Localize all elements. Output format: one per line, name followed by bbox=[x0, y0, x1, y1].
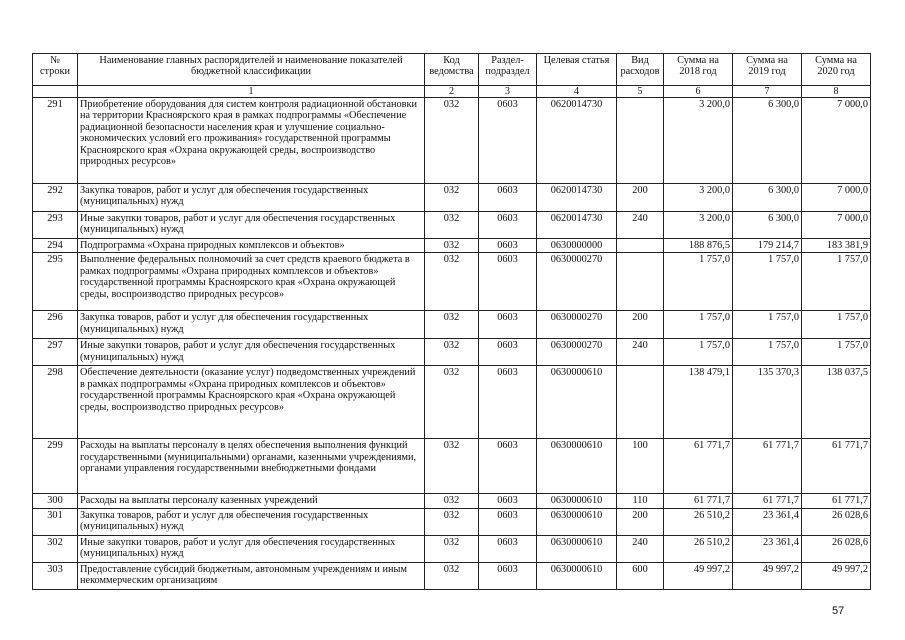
table-row bbox=[33, 439, 871, 494]
column-index-cell bbox=[33, 86, 78, 98]
sum-2018-cell: 3 200,0 bbox=[664, 212, 733, 239]
dept-code-cell: 032 bbox=[425, 439, 479, 494]
sum-2018-cell: 1 757,0 bbox=[664, 253, 733, 311]
column-index-cell: 5 bbox=[617, 86, 664, 98]
table-row bbox=[33, 311, 871, 339]
expense-kind-cell bbox=[617, 98, 664, 184]
sum-2018-cell: 26 510,2 bbox=[664, 535, 733, 562]
dept-code-cell: 032 bbox=[425, 562, 479, 589]
row-number-cell: 298 bbox=[33, 366, 78, 439]
target-article-cell: 0630000610 bbox=[537, 366, 617, 439]
sum-2019-cell: 135 370,3 bbox=[733, 366, 802, 439]
target-article-cell: 0630000610 bbox=[537, 535, 617, 562]
dept-code-cell: 032 bbox=[425, 339, 479, 366]
name-cell: Иные закупки товаров, работ и услуг для обеспечения государственных (муниципальных) нужд bbox=[78, 212, 425, 239]
dept-code-cell: 032 bbox=[425, 98, 479, 184]
column-index-cell: 8 bbox=[802, 86, 871, 98]
name-cell: Закупка товаров, работ и услуг для обеспечения государственных (муниципальных) нужд bbox=[78, 508, 425, 535]
header-dept-code: Код ведомства bbox=[425, 54, 479, 86]
expense-kind-cell: 240 bbox=[617, 339, 664, 366]
target-article-cell: 0630000610 bbox=[537, 562, 617, 589]
budget-table bbox=[32, 53, 871, 590]
section-cell: 0603 bbox=[479, 98, 537, 184]
expense-kind-cell: 110 bbox=[617, 494, 664, 508]
table-row bbox=[33, 239, 871, 253]
sum-2020-cell: 7 000,0 bbox=[802, 212, 871, 239]
section-cell: 0603 bbox=[479, 494, 537, 508]
sum-2020-cell: 49 997,2 bbox=[802, 562, 871, 589]
section-cell: 0603 bbox=[479, 562, 537, 589]
table-row bbox=[33, 562, 871, 589]
target-article-cell: 0630000270 bbox=[537, 339, 617, 366]
sum-2019-cell: 23 361,4 bbox=[733, 535, 802, 562]
section-cell: 0603 bbox=[479, 239, 537, 253]
sum-2020-cell: 138 037,5 bbox=[802, 366, 871, 439]
sum-2020-cell: 61 771,7 bbox=[802, 494, 871, 508]
sum-2020-cell: 1 757,0 bbox=[802, 339, 871, 366]
sum-2019-cell: 49 997,2 bbox=[733, 562, 802, 589]
sum-2020-cell: 7 000,0 bbox=[802, 184, 871, 212]
name-cell: Выполнение федеральных полномочий за счет средств краевого бюджета в рамках подпрограммы «Охрана природных комплексов и объектов» государственной программы Красноярского края «Охрана окружающей среды, воспроизводство природных ресурсов» bbox=[78, 253, 425, 311]
sum-2018-cell: 1 757,0 bbox=[664, 311, 733, 339]
table-row bbox=[33, 535, 871, 562]
target-article-cell: 0630000270 bbox=[537, 311, 617, 339]
sum-2018-cell: 49 997,2 bbox=[664, 562, 733, 589]
sum-2020-cell: 183 381,9 bbox=[802, 239, 871, 253]
sum-2020-cell: 61 771,7 bbox=[802, 439, 871, 494]
section-cell: 0603 bbox=[479, 439, 537, 494]
section-cell: 0603 bbox=[479, 253, 537, 311]
target-article-cell: 0630000270 bbox=[537, 253, 617, 311]
target-article-cell: 0630000610 bbox=[537, 494, 617, 508]
dept-code-cell: 032 bbox=[425, 311, 479, 339]
table-body bbox=[33, 98, 871, 590]
row-number-cell: 302 bbox=[33, 535, 78, 562]
expense-kind-cell: 600 bbox=[617, 562, 664, 589]
name-cell: Расходы на выплаты персоналу в целях обеспечения выполнения функций государственными (муниципальными) органами, казенными учреждениями, органами управления государственными внебюджетными фондами bbox=[78, 439, 425, 494]
table-row bbox=[33, 339, 871, 366]
column-index-row bbox=[33, 86, 871, 98]
header-section: Раздел-подраздел bbox=[479, 54, 537, 86]
section-cell: 0603 bbox=[479, 339, 537, 366]
sum-2019-cell: 61 771,7 bbox=[733, 494, 802, 508]
table-row bbox=[33, 98, 871, 184]
sum-2018-cell: 3 200,0 bbox=[664, 184, 733, 212]
sum-2020-cell: 26 028,6 bbox=[802, 508, 871, 535]
target-article-cell: 0620014730 bbox=[537, 184, 617, 212]
expense-kind-cell: 200 bbox=[617, 311, 664, 339]
row-number-cell: 303 bbox=[33, 562, 78, 589]
target-article-cell: 0630000610 bbox=[537, 439, 617, 494]
sum-2019-cell: 1 757,0 bbox=[733, 339, 802, 366]
header-sum-2020: Сумма на 2020 год bbox=[802, 54, 871, 86]
table-row bbox=[33, 508, 871, 535]
sum-2020-cell: 1 757,0 bbox=[802, 253, 871, 311]
target-article-cell: 0620014730 bbox=[537, 98, 617, 184]
column-index-cell: 4 bbox=[537, 86, 617, 98]
sum-2020-cell: 26 028,6 bbox=[802, 535, 871, 562]
dept-code-cell: 032 bbox=[425, 494, 479, 508]
sum-2019-cell: 1 757,0 bbox=[733, 311, 802, 339]
target-article-cell: 0620014730 bbox=[537, 212, 617, 239]
name-cell: Приобретение оборудования для систем контроля радиационной обстановки на территории Красноярского края в рамках подпрограммы «Обеспечение радиационной безопасности населения края и улучшение социально-экономических условий его проживания» государственной программы Красноярского края «Охрана окружающей среды, воспроизводство природных ресурсов» bbox=[78, 98, 425, 184]
row-number-cell: 291 bbox=[33, 98, 78, 184]
name-cell: Расходы на выплаты персоналу казенных учреждений bbox=[78, 494, 425, 508]
name-cell: Иные закупки товаров, работ и услуг для обеспечения государственных (муниципальных) нужд bbox=[78, 339, 425, 366]
expense-kind-cell: 200 bbox=[617, 508, 664, 535]
header-row bbox=[33, 54, 871, 86]
sum-2019-cell: 23 361,4 bbox=[733, 508, 802, 535]
column-index-cell: 1 bbox=[78, 86, 425, 98]
dept-code-cell: 032 bbox=[425, 184, 479, 212]
expense-kind-cell bbox=[617, 366, 664, 439]
sum-2018-cell: 3 200,0 bbox=[664, 98, 733, 184]
section-cell: 0603 bbox=[479, 366, 537, 439]
sum-2018-cell: 61 771,7 bbox=[664, 494, 733, 508]
row-number-cell: 292 bbox=[33, 184, 78, 212]
expense-kind-cell bbox=[617, 239, 664, 253]
sum-2020-cell: 7 000,0 bbox=[802, 98, 871, 184]
sum-2019-cell: 6 300,0 bbox=[733, 98, 802, 184]
target-article-cell: 0630000610 bbox=[537, 508, 617, 535]
sum-2020-cell: 1 757,0 bbox=[802, 311, 871, 339]
expense-kind-cell: 240 bbox=[617, 212, 664, 239]
sum-2018-cell: 188 876,5 bbox=[664, 239, 733, 253]
sum-2019-cell: 6 300,0 bbox=[733, 184, 802, 212]
sum-2018-cell: 138 479,1 bbox=[664, 366, 733, 439]
name-cell: Закупка товаров, работ и услуг для обеспечения государственных (муниципальных) нужд bbox=[78, 184, 425, 212]
table-row bbox=[33, 253, 871, 311]
expense-kind-cell: 100 bbox=[617, 439, 664, 494]
row-number-cell: 297 bbox=[33, 339, 78, 366]
table-row bbox=[33, 366, 871, 439]
column-index-cell: 6 bbox=[664, 86, 733, 98]
name-cell: Закупка товаров, работ и услуг для обеспечения государственных (муниципальных) нужд bbox=[78, 311, 425, 339]
row-number-cell: 300 bbox=[33, 494, 78, 508]
column-index-cell: 7 bbox=[733, 86, 802, 98]
section-cell: 0603 bbox=[479, 311, 537, 339]
name-cell: Подпрограмма «Охрана природных комплексов и объектов» bbox=[78, 239, 425, 253]
row-number-cell: 294 bbox=[33, 239, 78, 253]
column-index-cell: 2 bbox=[425, 86, 479, 98]
sum-2019-cell: 179 214,7 bbox=[733, 239, 802, 253]
header-target-article: Целевая статья bbox=[537, 54, 617, 86]
name-cell: Предоставление субсидий бюджетным, автономным учреждениям и иным некоммерческим организациям bbox=[78, 562, 425, 589]
dept-code-cell: 032 bbox=[425, 366, 479, 439]
row-number-cell: 295 bbox=[33, 253, 78, 311]
target-article-cell: 0630000000 bbox=[537, 239, 617, 253]
header-row-number: № строки bbox=[33, 54, 78, 86]
dept-code-cell: 032 bbox=[425, 253, 479, 311]
sum-2018-cell: 26 510,2 bbox=[664, 508, 733, 535]
header-sum-2019: Сумма на 2019 год bbox=[733, 54, 802, 86]
sum-2019-cell: 1 757,0 bbox=[733, 253, 802, 311]
dept-code-cell: 032 bbox=[425, 535, 479, 562]
table-row bbox=[33, 494, 871, 508]
sum-2019-cell: 6 300,0 bbox=[733, 212, 802, 239]
dept-code-cell: 032 bbox=[425, 508, 479, 535]
dept-code-cell: 032 bbox=[425, 212, 479, 239]
name-cell: Обеспечение деятельности (оказание услуг) подведомственных учреждений в рамках подпрограммы «Охрана природных комплексов и объектов» государственной программы Красноярского края «Охрана окружающей среды, воспроизводство природных ресурсов» bbox=[78, 366, 425, 439]
row-number-cell: 301 bbox=[33, 508, 78, 535]
sum-2018-cell: 61 771,7 bbox=[664, 439, 733, 494]
table-row bbox=[33, 212, 871, 239]
name-cell: Иные закупки товаров, работ и услуг для обеспечения государственных (муниципальных) нужд bbox=[78, 535, 425, 562]
column-index-cell: 3 bbox=[479, 86, 537, 98]
section-cell: 0603 bbox=[479, 535, 537, 562]
row-number-cell: 299 bbox=[33, 439, 78, 494]
section-cell: 0603 bbox=[479, 212, 537, 239]
row-number-cell: 293 bbox=[33, 212, 78, 239]
sum-2019-cell: 61 771,7 bbox=[733, 439, 802, 494]
expense-kind-cell: 240 bbox=[617, 535, 664, 562]
expense-kind-cell bbox=[617, 253, 664, 311]
section-cell: 0603 bbox=[479, 508, 537, 535]
page-number: 57 bbox=[832, 605, 845, 617]
table-row bbox=[33, 184, 871, 212]
expense-kind-cell: 200 bbox=[617, 184, 664, 212]
dept-code-cell: 032 bbox=[425, 239, 479, 253]
sum-2018-cell: 1 757,0 bbox=[664, 339, 733, 366]
header-sum-2018: Сумма на 2018 год bbox=[664, 54, 733, 86]
header-name: Наименование главных распорядителей и наименование показателей бюджетной классификации bbox=[78, 54, 425, 86]
header-expense-kind: Вид расходов bbox=[617, 54, 664, 86]
row-number-cell: 296 bbox=[33, 311, 78, 339]
section-cell: 0603 bbox=[479, 184, 537, 212]
